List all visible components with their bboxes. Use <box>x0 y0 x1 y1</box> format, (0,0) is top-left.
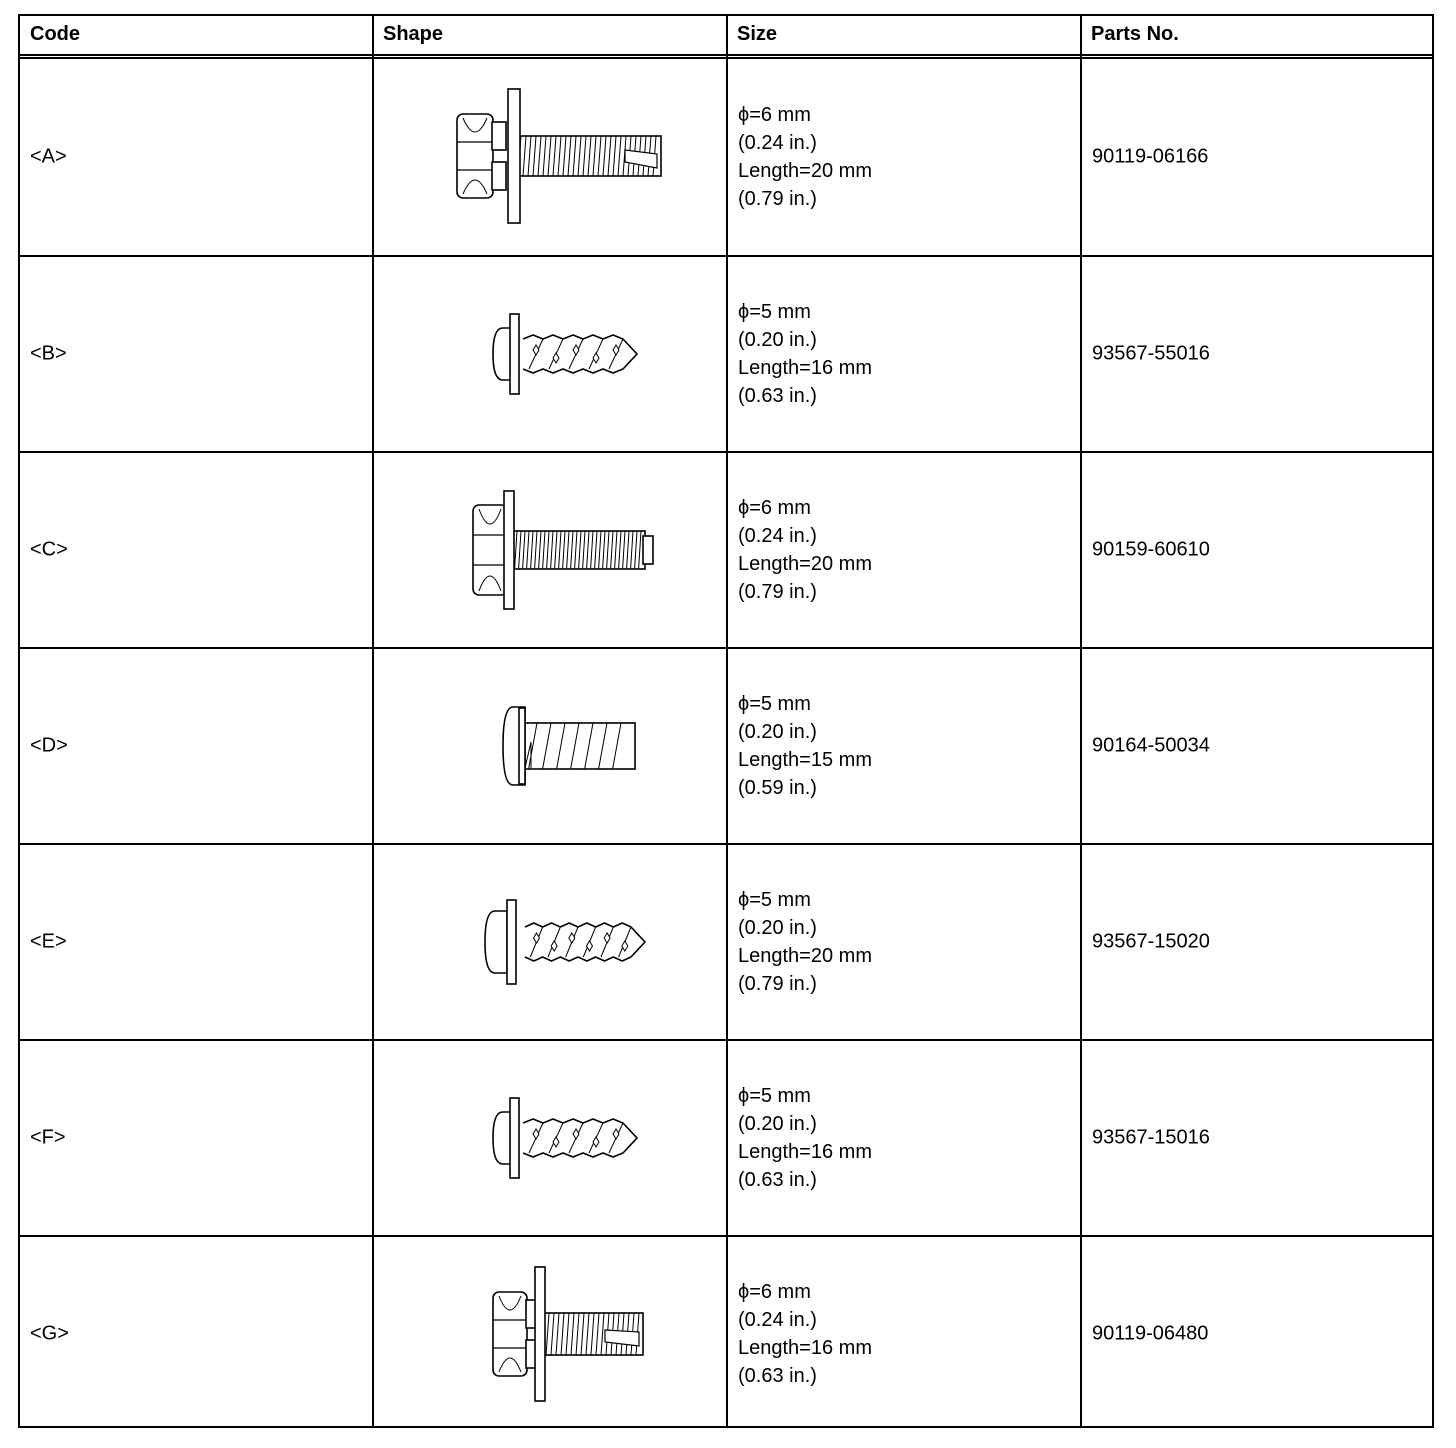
hex-flange-bolt-icon <box>373 453 727 647</box>
code-cell <box>20 59 373 255</box>
size-line: ϕ=5 mm <box>738 301 811 323</box>
shape-cell <box>373 845 727 1039</box>
code-text: <G> <box>30 1322 69 1345</box>
parts-no-cell <box>1081 649 1434 843</box>
size-lines <box>738 101 872 213</box>
parts-no-cell <box>1081 453 1434 647</box>
code-cell <box>20 453 373 647</box>
size-line: ϕ=6 mm <box>738 104 811 126</box>
size-line: ϕ=5 mm <box>738 889 811 911</box>
size-line: ϕ=5 mm <box>738 693 811 715</box>
parts-no-text: 90159-60610 <box>1092 538 1210 561</box>
size-line: Length=16 mm <box>738 1141 872 1163</box>
size-lines <box>738 1082 872 1194</box>
size-line: (0.63 in.) <box>738 1169 817 1191</box>
parts-no-cell <box>1081 257 1434 451</box>
parts-no-text: 90164-50034 <box>1092 734 1210 757</box>
header-shape: Shape <box>383 23 444 45</box>
size-line: Length=16 mm <box>738 1337 872 1359</box>
header-size: Size <box>737 23 778 45</box>
table-row-e <box>20 843 1432 1039</box>
parts-no-cell <box>1081 845 1434 1039</box>
size-cell <box>727 1237 1081 1431</box>
code-cell <box>20 1237 373 1431</box>
code-text: <D> <box>30 734 68 757</box>
size-line: Length=15 mm <box>738 749 872 771</box>
size-lines <box>738 494 872 606</box>
code-text: <A> <box>30 145 67 168</box>
table-row-a <box>20 59 1432 255</box>
size-line: ϕ=6 mm <box>738 497 811 519</box>
size-line: (0.24 in.) <box>738 525 817 547</box>
size-line: (0.20 in.) <box>738 917 817 939</box>
parts-no-cell <box>1081 1237 1434 1431</box>
code-text: <E> <box>30 930 67 953</box>
size-cell <box>727 59 1081 255</box>
parts-table <box>18 14 1434 1428</box>
table-row-f <box>20 1039 1432 1235</box>
code-text: <C> <box>30 538 68 561</box>
table-row-b <box>20 255 1432 451</box>
size-line: (0.24 in.) <box>738 132 817 154</box>
size-line: Length=16 mm <box>738 357 872 379</box>
size-line: Length=20 mm <box>738 945 872 967</box>
pan-head-tapping-screw-icon <box>373 649 727 843</box>
parts-no-text: 90119-06166 <box>1092 145 1209 168</box>
size-line: Length=20 mm <box>738 160 872 182</box>
size-line: (0.24 in.) <box>738 1309 817 1331</box>
size-line: (0.59 in.) <box>738 777 817 799</box>
table-row-g <box>20 1235 1432 1431</box>
size-line: (0.63 in.) <box>738 1365 817 1387</box>
size-line: (0.79 in.) <box>738 188 817 210</box>
header-code: Code <box>30 23 80 45</box>
table-row-c <box>20 451 1432 647</box>
code-cell <box>20 649 373 843</box>
header-parts-no: Parts No. <box>1091 23 1179 45</box>
shape-cell <box>373 1041 727 1235</box>
size-cell <box>727 257 1081 451</box>
size-cell <box>727 1041 1081 1235</box>
code-text: <F> <box>30 1126 66 1149</box>
size-line: (0.20 in.) <box>738 329 817 351</box>
size-lines <box>738 298 872 410</box>
pan-head-tapping-screw-with-washer-icon <box>373 257 727 451</box>
code-cell <box>20 257 373 451</box>
code-cell <box>20 845 373 1039</box>
size-lines <box>738 886 872 998</box>
parts-no-cell <box>1081 59 1434 255</box>
shape-cell <box>373 257 727 451</box>
size-line: (0.79 in.) <box>738 973 817 995</box>
parts-no-cell <box>1081 1041 1434 1235</box>
pan-head-tapping-screw-with-washer-icon <box>373 845 727 1039</box>
parts-no-text: 93567-55016 <box>1092 342 1210 365</box>
parts-no-text: 93567-15016 <box>1092 1126 1210 1149</box>
size-cell <box>727 845 1081 1039</box>
parts-no-text: 90119-06480 <box>1092 1322 1209 1345</box>
size-line: (0.20 in.) <box>738 721 817 743</box>
shape-cell <box>373 59 727 255</box>
code-text: <B> <box>30 342 67 365</box>
size-cell <box>727 649 1081 843</box>
size-line: (0.20 in.) <box>738 1113 817 1135</box>
pan-head-tapping-screw-with-washer-icon <box>373 1041 727 1235</box>
hex-bolt-with-washer-icon <box>373 1237 727 1431</box>
shape-cell <box>373 1237 727 1431</box>
size-lines <box>738 1278 872 1390</box>
shape-cell <box>373 453 727 647</box>
size-line: (0.63 in.) <box>738 385 817 407</box>
code-cell <box>20 1041 373 1235</box>
size-cell <box>727 453 1081 647</box>
size-lines <box>738 690 872 802</box>
table-row-d <box>20 647 1432 843</box>
size-line: ϕ=5 mm <box>738 1085 811 1107</box>
shape-cell <box>373 649 727 843</box>
hex-bolt-with-lock-washer-icon <box>373 59 727 253</box>
size-line: (0.79 in.) <box>738 581 817 603</box>
size-line: ϕ=6 mm <box>738 1281 811 1303</box>
parts-no-text: 93567-15020 <box>1092 930 1210 953</box>
size-line: Length=20 mm <box>738 553 872 575</box>
